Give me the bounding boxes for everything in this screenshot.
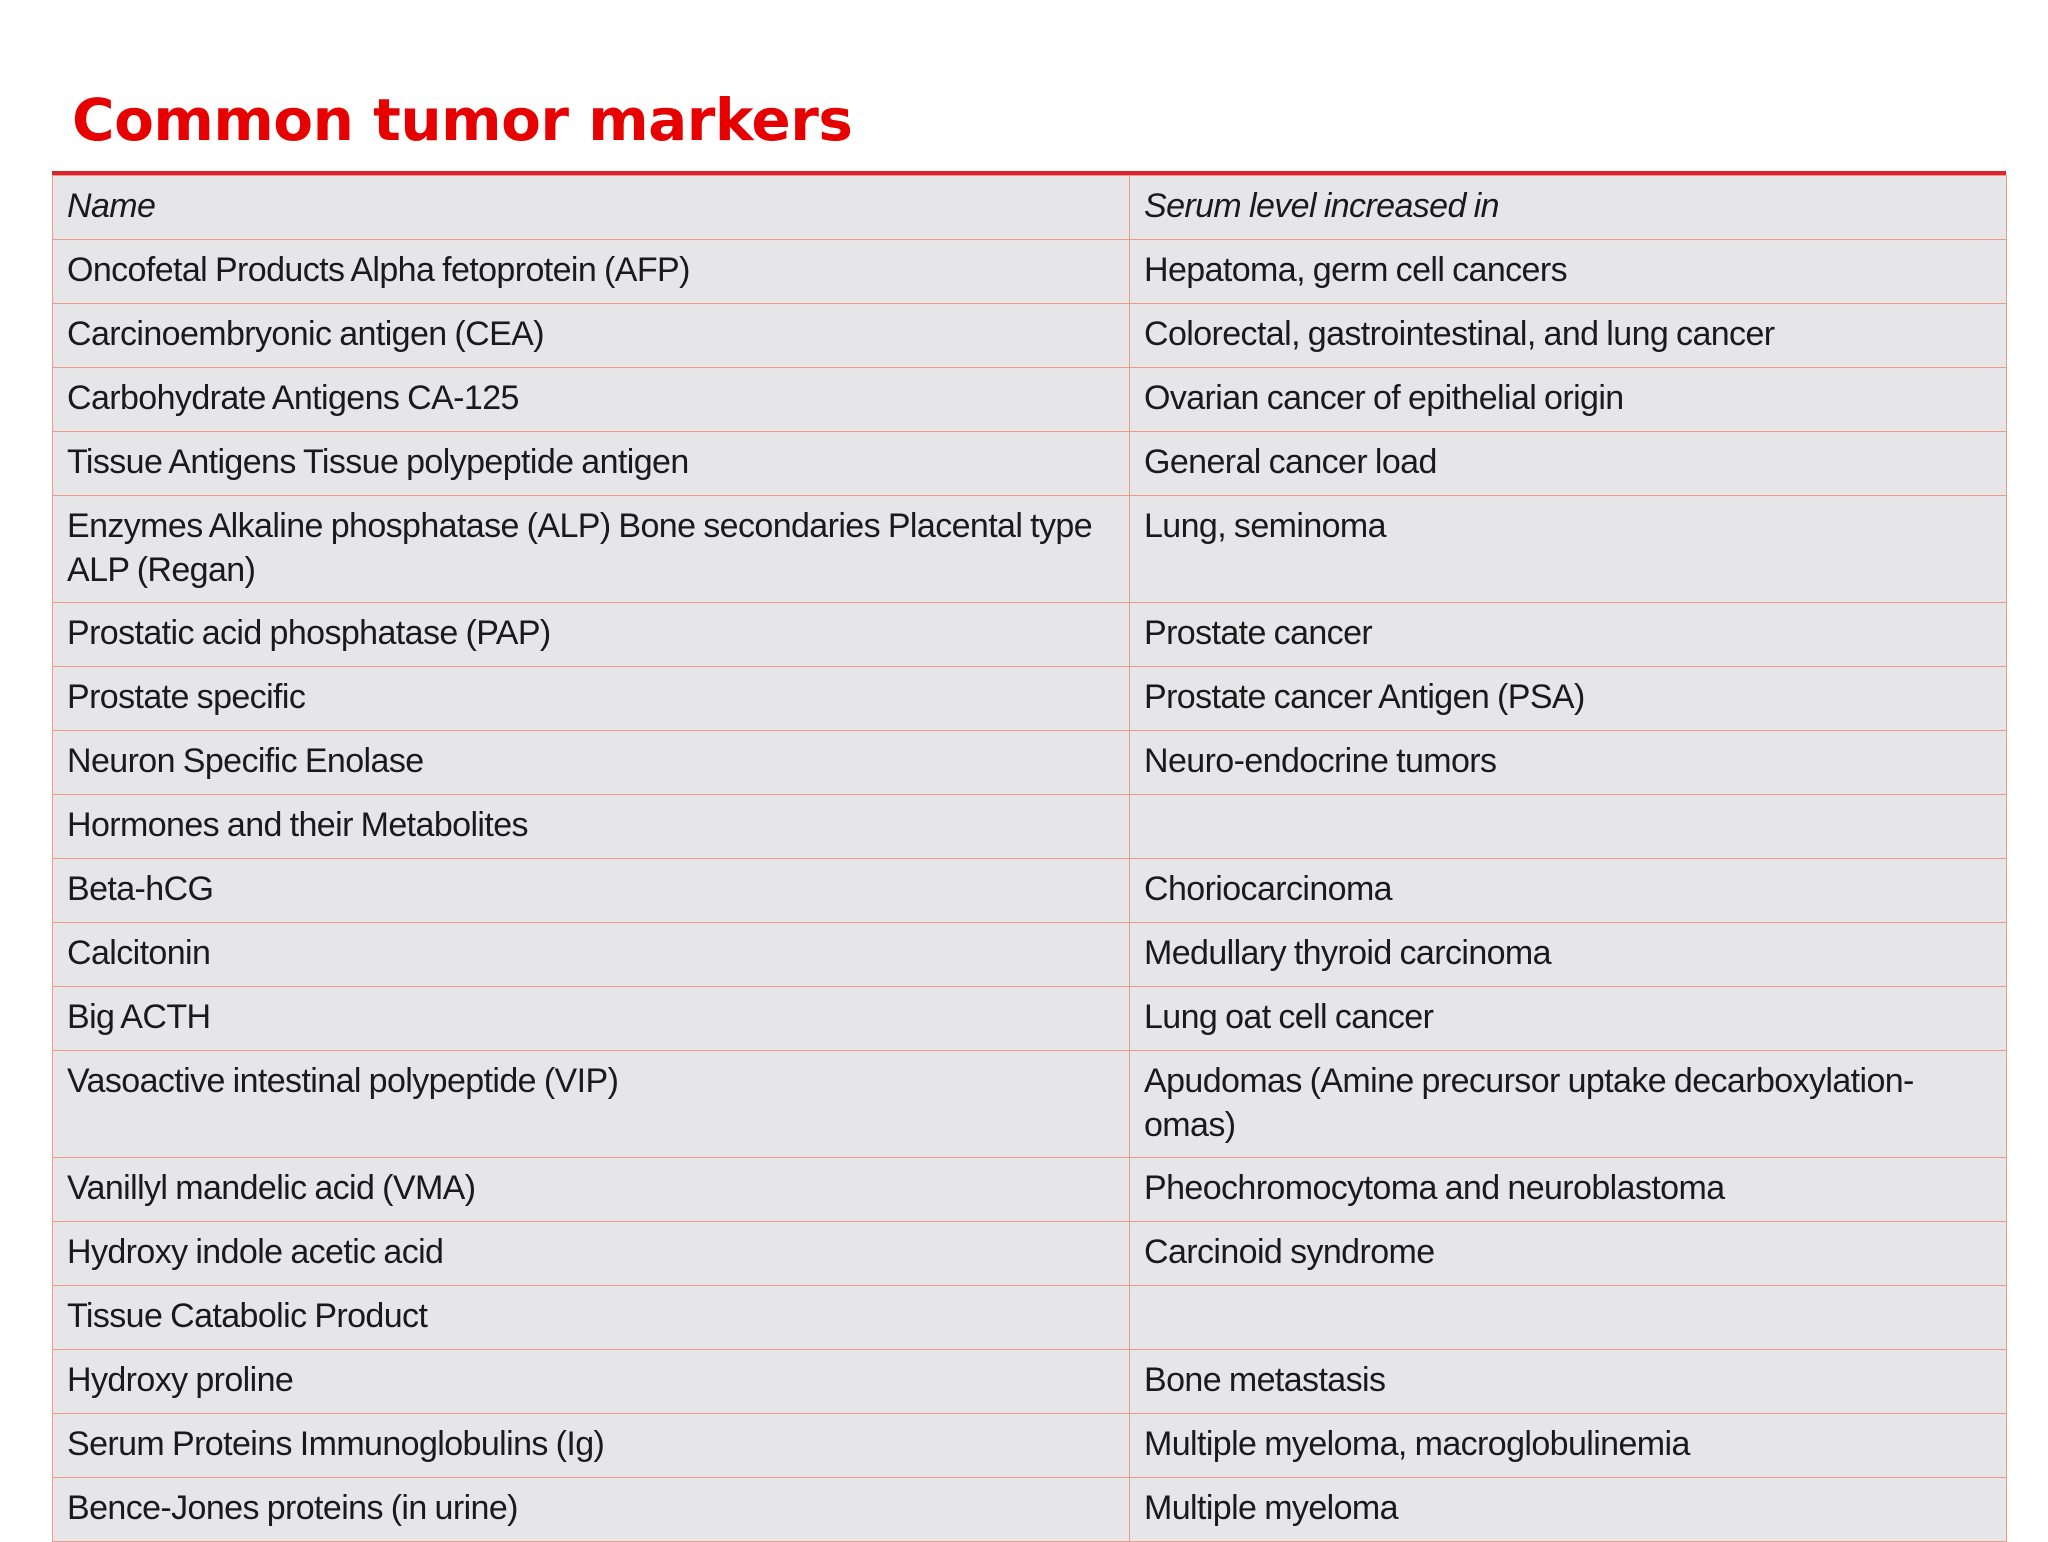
marker-name: Oncofetal Products Alpha fetoprotein (AFP) <box>67 251 690 289</box>
serum-level-cell <box>1130 1286 2007 1350</box>
serum-level-text: Choriocarcinoma <box>1144 870 1392 908</box>
marker-name-cell <box>53 496 1130 603</box>
table-row <box>53 368 2007 432</box>
marker-name-cell <box>53 1222 1130 1286</box>
table-row <box>53 1350 2007 1414</box>
table-row <box>53 304 2007 368</box>
serum-level-cell <box>1130 496 2007 603</box>
table-row <box>53 1478 2007 1542</box>
header-row <box>53 176 2007 240</box>
serum-level-text: Bone metastasis <box>1144 1361 1386 1399</box>
serum-level-cell <box>1130 859 2007 923</box>
marker-name-cell <box>53 1158 1130 1222</box>
marker-name-cell <box>53 1051 1130 1158</box>
table-row <box>53 432 2007 496</box>
serum-level-text: Carcinoid syndrome <box>1144 1233 1435 1271</box>
serum-level-cell <box>1130 432 2007 496</box>
table-row <box>53 667 2007 731</box>
header-name: Name <box>53 176 1130 240</box>
slide-title: Common tumor markers <box>72 86 853 154</box>
marker-name: Carbohydrate Antigens CA-125 <box>67 379 519 417</box>
marker-name: Prostate specific <box>67 678 306 716</box>
marker-name: Carcinoembryonic antigen (CEA) <box>67 315 544 353</box>
marker-name-cell <box>53 859 1130 923</box>
marker-name: Neuron Specific Enolase <box>67 742 424 780</box>
table-row <box>53 923 2007 987</box>
serum-level-cell <box>1130 1414 2007 1478</box>
serum-level-cell <box>1130 731 2007 795</box>
marker-name-cell <box>53 1286 1130 1350</box>
serum-level-text: General cancer load <box>1144 443 1437 481</box>
marker-name: Hormones and their Metabolites <box>67 806 528 844</box>
marker-name-cell <box>53 795 1130 859</box>
table-row <box>53 987 2007 1051</box>
marker-name-cell <box>53 923 1130 987</box>
serum-level-text: Apudomas (Amine precursor uptake decarboxylation-omas) <box>1144 1062 1914 1144</box>
marker-name: Vasoactive intestinal polypeptide (VIP) <box>67 1062 619 1100</box>
marker-name: Enzymes Alkaline phosphatase (ALP) Bone secondaries Placental type ALP (Regan) <box>67 507 1093 589</box>
marker-name: Vanillyl mandelic acid (VMA) <box>67 1169 476 1207</box>
serum-level-text: Pheochromocytoma and neuroblastoma <box>1144 1169 1725 1207</box>
marker-name-cell <box>53 304 1130 368</box>
tumor-markers-table-container <box>52 171 2006 1542</box>
marker-name: Hydroxy proline <box>67 1361 294 1399</box>
marker-name: Calcitonin <box>67 934 211 972</box>
table-row <box>53 1414 2007 1478</box>
serum-level-text: Medullary thyroid carcinoma <box>1144 934 1551 972</box>
table-row <box>53 603 2007 667</box>
serum-level-cell <box>1130 368 2007 432</box>
serum-level-text: Multiple myeloma, macroglobulinemia <box>1144 1425 1690 1463</box>
serum-level-cell <box>1130 987 2007 1051</box>
serum-level-text: Prostate cancer Antigen (PSA) <box>1144 678 1585 716</box>
table-row <box>53 496 2007 603</box>
marker-name: Hydroxy indole acetic acid <box>67 1233 444 1271</box>
serum-level-cell <box>1130 1222 2007 1286</box>
marker-name-cell <box>53 1414 1130 1478</box>
table-row <box>53 859 2007 923</box>
marker-name-cell <box>53 432 1130 496</box>
serum-level-text: Multiple myeloma <box>1144 1489 1398 1527</box>
table-row <box>53 1158 2007 1222</box>
table-row <box>53 795 2007 859</box>
serum-level-text: Ovarian cancer of epithelial origin <box>1144 379 1624 417</box>
table-row <box>53 240 2007 304</box>
marker-name-cell <box>53 1350 1130 1414</box>
marker-name: Big ACTH <box>67 998 211 1036</box>
serum-level-cell <box>1130 603 2007 667</box>
header-serum-level: Serum level increased in <box>1130 176 2007 240</box>
serum-level-cell <box>1130 1478 2007 1542</box>
serum-level-text: Colorectal, gastrointestinal, and lung cancer <box>1144 315 1775 353</box>
serum-level-cell <box>1130 240 2007 304</box>
marker-name-cell <box>53 603 1130 667</box>
marker-name-cell <box>53 667 1130 731</box>
serum-level-cell <box>1130 1051 2007 1158</box>
marker-name-cell <box>53 987 1130 1051</box>
marker-name: Tissue Antigens Tissue polypeptide antigen <box>67 443 689 481</box>
table-row <box>53 1222 2007 1286</box>
marker-name: Tissue Catabolic Product <box>67 1297 428 1335</box>
serum-level-cell <box>1130 923 2007 987</box>
marker-name-cell <box>53 240 1130 304</box>
serum-level-text: Lung oat cell cancer <box>1144 998 1434 1036</box>
serum-level-cell <box>1130 304 2007 368</box>
marker-name: Bence-Jones proteins (in urine) <box>67 1489 518 1527</box>
serum-level-text: Neuro-endocrine tumors <box>1144 742 1497 780</box>
marker-name-cell <box>53 731 1130 795</box>
marker-name: Serum Proteins Immunoglobulins (Ig) <box>67 1425 605 1463</box>
serum-level-cell <box>1130 667 2007 731</box>
tumor-markers-table <box>52 175 2007 1542</box>
serum-level-text: Prostate cancer <box>1144 614 1373 652</box>
marker-name: Beta-hCG <box>67 870 214 908</box>
serum-level-text: Lung, seminoma <box>1144 507 1386 545</box>
marker-name-cell <box>53 368 1130 432</box>
marker-name-cell <box>53 1478 1130 1542</box>
table-row <box>53 1051 2007 1158</box>
table-row <box>53 1286 2007 1350</box>
marker-name: Prostatic acid phosphatase (PAP) <box>67 614 551 652</box>
table-header <box>53 176 2007 240</box>
serum-level-cell <box>1130 795 2007 859</box>
table-row <box>53 731 2007 795</box>
serum-level-text: Hepatoma, germ cell cancers <box>1144 251 1567 289</box>
serum-level-cell <box>1130 1158 2007 1222</box>
serum-level-cell <box>1130 1350 2007 1414</box>
table-body <box>53 240 2007 1542</box>
